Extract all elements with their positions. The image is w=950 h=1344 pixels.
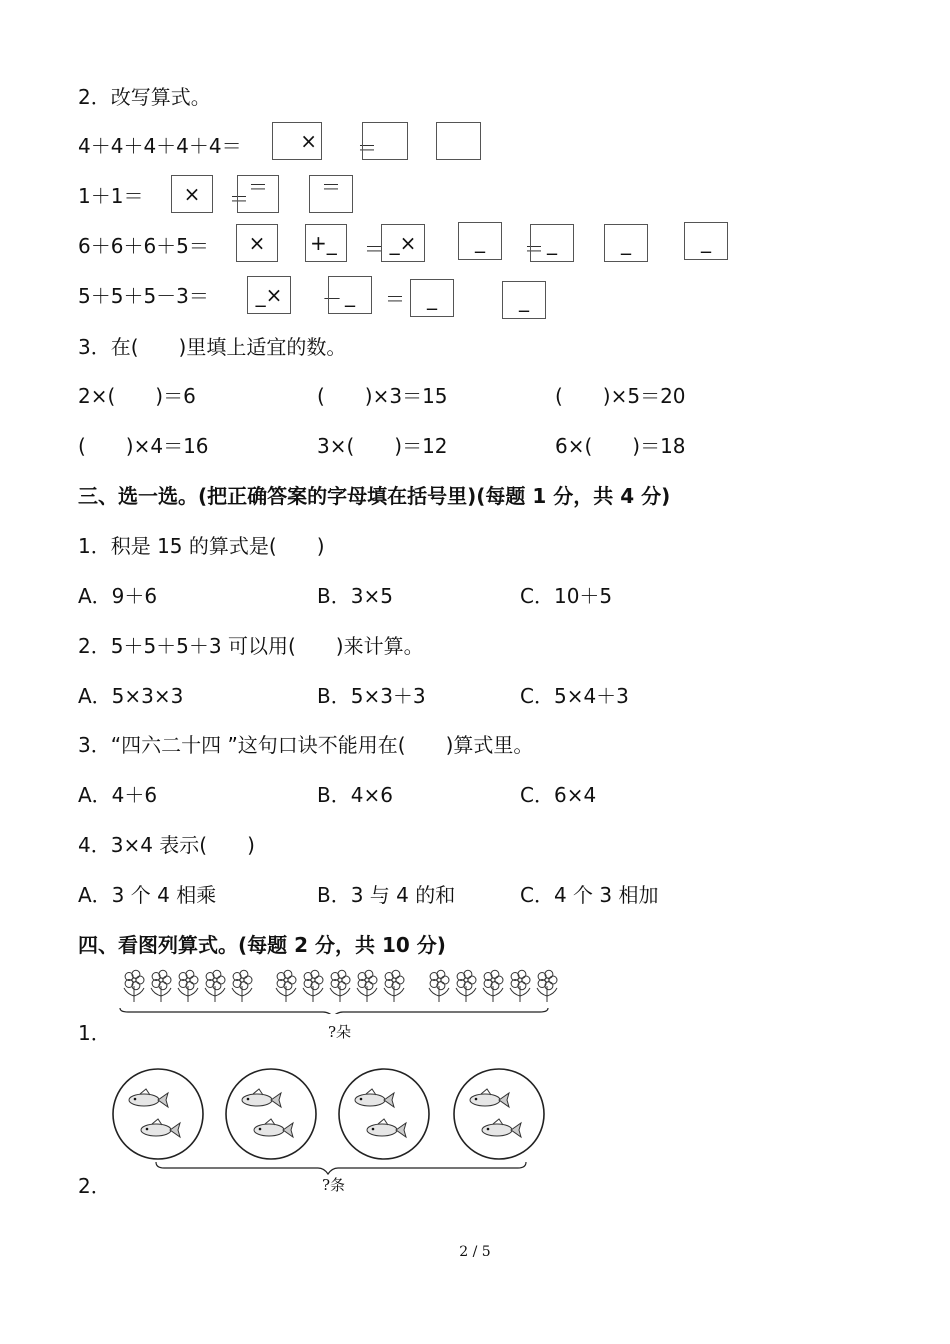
fish-brace [156,1162,526,1174]
flower-icon [357,970,377,1002]
answer-box[interactable] [458,222,502,260]
equals-sign: ＝ [357,136,377,160]
question-text: 3．“四六二十四 ”这句口诀不能用在( )算式里。 [78,733,534,757]
answer-box[interactable] [305,224,347,262]
section3-title: 三、选一选。(把正确答案的字母填在括号里)(每题 1 分，共 4 分) [78,484,671,508]
times-sign: × [248,231,266,255]
equals-sign: ＝ [229,187,249,211]
q2-row1-expr: 4＋4＋4＋4＋4＝ [78,134,242,158]
flowers-brace [120,1008,548,1014]
option-c[interactable]: C．5×4＋3 [520,684,629,708]
q2-row2-expr: 1＋1＝ [78,184,144,208]
blank-mark: _ [326,231,337,255]
answer-box[interactable] [309,175,353,213]
q3-item: ( )×5＝20 [555,384,686,408]
flower-icon [232,970,252,1002]
fish-plates-illustration [108,1062,558,1182]
plus-sign: + [310,231,327,255]
problem-2-number: 2． [78,1174,111,1198]
flower-icon [205,970,225,1002]
fish-icon [129,1089,168,1107]
minus-sign: － [322,287,342,311]
option-b[interactable]: B．4×6 [317,783,393,807]
option-a[interactable]: A．5×3×3 [78,684,184,708]
flower-icon [456,970,476,1002]
plate-icon [339,1069,429,1159]
equals-sign: ＝ [524,237,544,261]
answer-box[interactable] [237,175,279,213]
equals-sign: ＝ [321,175,341,199]
option-a[interactable]: A．3 个 4 相乘 [78,883,217,907]
flower-icon [178,970,198,1002]
fish-icon [355,1089,394,1107]
flower-icon [537,970,557,1002]
answer-box[interactable] [604,224,648,262]
plate-icon [113,1069,203,1159]
flower-icon [124,970,144,1002]
option-c[interactable]: C．6×4 [520,783,597,807]
answer-box[interactable] [247,276,291,314]
q3-item: 6×( )＝18 [555,434,686,458]
answer-box[interactable] [530,224,574,262]
fish-icon [482,1119,521,1137]
question-text: 1．积是 15 的算式是( ) [78,534,325,558]
blank-mark: _ [389,231,400,255]
equals-sign: ＝ [385,287,405,311]
q2-title: 2．改写算式。 [78,85,211,109]
option-a[interactable]: A．9＋6 [78,584,158,608]
flowers-illustration [108,964,568,1014]
flower-icon [151,970,171,1002]
option-b[interactable]: B．3×5 [317,584,393,608]
answer-box[interactable] [362,122,408,160]
fish-icon [254,1119,293,1137]
answer-box[interactable] [436,122,481,160]
flower-icon [276,970,296,1002]
answer-box[interactable] [381,224,425,262]
blank-mark: _ [475,229,485,253]
blank-mark: _ [255,283,266,307]
answer-box[interactable] [328,276,372,314]
q3-item: 3×( )＝12 [317,434,448,458]
blank-mark: _ [427,286,437,310]
flower-icon [330,970,350,1002]
page-number: 2 / 5 [459,1244,491,1260]
answer-box[interactable] [272,122,322,160]
times-sign: × [183,182,201,206]
problem-1-number: 1． [78,1021,111,1045]
answer-box[interactable] [236,224,278,262]
times-sign: × [300,129,317,153]
section4-title: 四、看图列算式。(每题 2 分，共 10 分) [78,933,446,957]
flower-icon [429,970,449,1002]
fish-icon [470,1089,509,1107]
option-b[interactable]: B．5×3＋3 [317,684,426,708]
q3-item: ( )×3＝15 [317,384,448,408]
equals-sign: ＝ [248,175,268,199]
q2-row3-expr: 6＋6＋6＋5＝ [78,234,209,258]
fish-icon [242,1089,281,1107]
option-c[interactable]: C．10＋5 [520,584,613,608]
equals-sign: ＝ [364,237,384,261]
flower-icon [303,970,323,1002]
q2-row4-expr: 5＋5＋5－3＝ [78,284,209,308]
blank-mark: _ [547,231,557,255]
question-text: 4．3×4 表示( ) [78,833,255,857]
answer-box[interactable] [502,281,546,319]
flower-icon [483,970,503,1002]
option-b[interactable]: B．3 与 4 的和 [317,883,456,907]
option-a[interactable]: A．4＋6 [78,783,158,807]
option-c[interactable]: C．4 个 3 相加 [520,883,659,907]
q3-title: 3．在( )里填上适宜的数。 [78,335,347,359]
blank-mark: _ [621,231,631,255]
fish-icon [367,1119,406,1137]
fish-caption: ?条 [322,1176,346,1194]
flowers-caption: ?朵 [328,1023,352,1041]
flower-icon [384,970,404,1002]
q3-item: 2×( )＝6 [78,384,196,408]
plate-icon [454,1069,544,1159]
flower-icon [510,970,530,1002]
blank-mark: _ [701,229,711,253]
plate-icon [226,1069,316,1159]
fish-icon [141,1119,180,1137]
blank-mark: _ [519,288,529,312]
times-sign: × [399,231,417,255]
q3-item: ( )×4＝16 [78,434,209,458]
blank-mark: _ [345,283,355,307]
answer-box[interactable] [171,175,213,213]
question-text: 2．5＋5＋5＋3 可以用( )来计算。 [78,634,424,658]
times-sign: × [265,283,283,307]
answer-box[interactable] [684,222,728,260]
answer-box[interactable] [410,279,454,317]
